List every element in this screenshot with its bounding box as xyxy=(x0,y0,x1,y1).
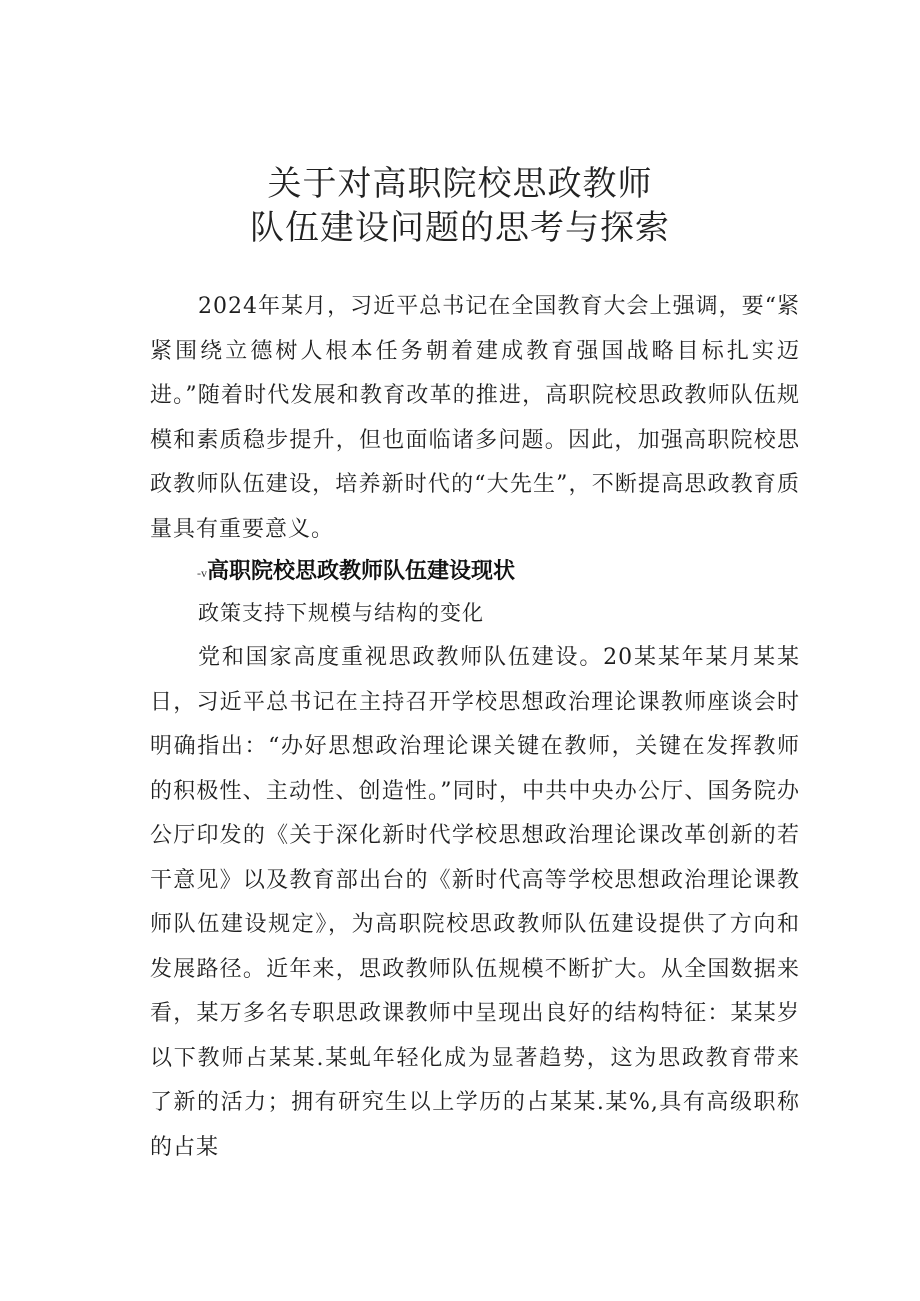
intro-paragraph: 2024年某月，习近平总书记在全国教育大会上强调，要“紧紧围绕立德树人根本任务朝着建成教育强国战略目标扎实迈进。”随着时代发展和教育改革的推进，高职院校思政教师队伍规模和素质稳步提升，但也面临诸多问题。因此，加强高职院校思政教师队伍建设，培养新时代的“大先生”，不断提高思政教育质量具有重要意义。 xyxy=(150,294,800,542)
section-heading-text: 高职院校思政教师队伍建设现状 xyxy=(207,559,516,584)
intro-section xyxy=(150,285,800,552)
section-body xyxy=(150,636,800,1170)
section-heading-marker: -v xyxy=(197,566,207,580)
document-title-line-2: 队伍建设问题的思考与探索 xyxy=(250,208,670,248)
section-subheading: 政策支持下规模与结构的变化 xyxy=(198,601,484,625)
document-title-line-1: 关于对高职院校思政教师 xyxy=(267,164,653,204)
section-heading xyxy=(197,555,797,590)
section-paragraph: 党和国家高度重视思政教师队伍建设。20某某年某月某某日，习近平总书记在主持召开学校思想政治理论课教师座谈会时明确指出：“办好思想政治理论课关键在教师，关键在发挥教师的积极性、主动性、创造性。”同时，中共中央办公厅、国务院办公厅印发的《关于深化新时代学校思想政治理论课改革创新的若干意见》以及教育部出台的《新时代高等学校思想政治理论课教师队伍建设规定》，为高职院校思政教师队伍建设提供了方向和发展路径。近年来，思政教师队伍规模不断扩大。从全国数据来看，某万多名专职思政课教师中呈现出良好的结构特征：某某岁以下教师占某某.某虬年轻化成为显著趋势，这为思政教育带来了新的活力；拥有研究生以上学历的占某某.某%,具有高级职称的占某 xyxy=(150,645,800,1160)
